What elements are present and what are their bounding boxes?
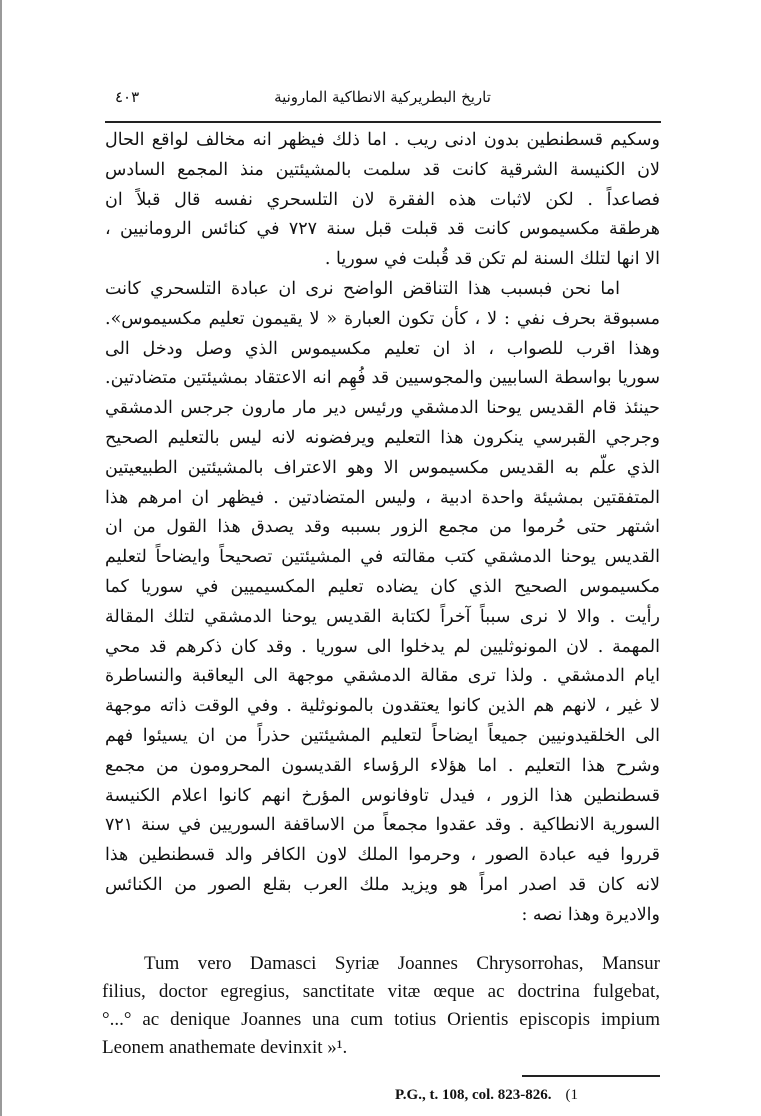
footnote-marker: (1 [565, 1087, 579, 1103]
running-header [105, 84, 660, 112]
text-line: قرروا فيه عبادة الصور ، وحرموا الملك لاون الكافر والد قسطنطين هذا [105, 845, 660, 866]
text-line: القديس يوحنا الدمشقي كتب مقالته في المشيئتين تصحيحاً وايضاحاً لتعليم [105, 547, 660, 568]
quote-line: Tum vero Damasci Syriæ Joannes Chrysorrohas, Mansur [144, 953, 660, 974]
text-line: لانه كان قد اصدر امراً هو ويزيد ملك العرب بقلع الصور من الكنائس [105, 874, 660, 895]
quote-line: °...° ac denique Joannes una cum totius Orientis episcopis impium [102, 1009, 660, 1030]
text-line: المتفقتين بمشيئة واحدة ادبية ، وليس المتضادتين . فيظهر ان امرهم هذا [105, 487, 660, 508]
text-line: الا انها لتلك السنة لم تكن قد قُبلت في سوريا . [324, 249, 660, 270]
text-line: السورية الانطاكية . وقد عقدوا مجمعاً من الاساقفة السوريين في سنة ٧٢١ [105, 815, 660, 836]
scan-border [0, 0, 2, 1116]
text-line: رأيت . والا لا نرى سبباً آخراً لكتابة القديس يوحنا الدمشقي لتلك المقالة [105, 606, 660, 627]
book-title: تاريخ البطريركية الانطاكية المارونية [274, 88, 491, 106]
arabic-body [105, 126, 660, 931]
footnote-rule [522, 1075, 660, 1077]
text-line: حينئذ قام القديس يوحنا الدمشقي ورئيس دير مار مارون جرجس الدمشقي [105, 398, 660, 419]
text-line: وجرجي القبرسي ينكرون هذا التعليم ويرفضونه لانه ليس بالتعليم الصحيح [105, 427, 660, 448]
text-line: لان الكنيسة الشرقية كانت قد سلمت بالمشيئتين منذ المجمع السادس [105, 159, 660, 180]
text-line: اشتهر حتى حُرموا من مجمع الزور بسببه وقد يصدق هذا القول من ان [105, 517, 660, 538]
paragraph-1 [105, 126, 660, 275]
text-line: مكسيموس الصحيح الذي كان يضاده تعليم المكسيميين في سوريا كما [105, 576, 660, 597]
text-line: سوريا بواسطة السابيين والمجوسيين قد فُهِم انه الاعتقاد بمشيئتين متضادتين. [105, 368, 660, 389]
header-rule [105, 121, 661, 123]
footnote-text: P.G., t. 108, col. 823-826. [395, 1087, 552, 1103]
latin-quotation [102, 950, 660, 1062]
text-line: المهمة . لان المونوثليين لم يدخلوا الى سوريا . وقد كان ذكرهم قد محي [105, 636, 660, 657]
text-line: مسبوقة بحرف نفي : لا ، كأن تكون العبارة « لا يقيمون تعليم مكسيموس». [105, 308, 660, 329]
page-number: ٤٠٣ [115, 88, 140, 106]
text-line: اما نحن فبسبب هذا التناقض الواضح نرى ان عبادة التلسحري كانت [105, 278, 620, 299]
quote-line: filius, doctor egregius, sanctitate vitæ œque ac doctrina fulgebat, [102, 981, 660, 1002]
text-line: ايام الدمشقي . ولذا ترى مقالة الدمشقي موجهة الى اليعاقبة والنساطرة [105, 666, 660, 687]
text-line: الى الخلقيدونيين جميعاً ايضاحاً لتعليم المشيئتين حذراً من ان يسيئوا فهم [105, 725, 660, 746]
text-line: الذي علّم به القديس مكسيموس الا وهو الاعتراف بالمشيئتين الطبيعيتين [105, 457, 660, 478]
text-line: لا غير ، لانهم هم الذين كانوا يعتقدون بالمونوثلية . وفي الوقت ذاته موجهة [105, 696, 660, 717]
text-line: وشرح هذا التعليم . اما هؤلاء الرؤساء القديسون المحرومون من مجمع [105, 755, 660, 776]
text-line: قسطنطين هذا الزور ، فيدل تاوفانوس المؤرخ انهم كانوا اعلام الكنيسة [105, 785, 660, 806]
footnote [395, 1087, 578, 1104]
text-line: والاديرة وهذا نصه : [521, 904, 660, 925]
paragraph-2 [105, 275, 660, 931]
text-line: هرطقة مكسيموس كانت قد قبلت قبل سنة ٧٢٧ في كنائس الرومانيين ، [105, 219, 660, 240]
text-line: فصاعداً . لكن لاثبات هذه الفقرة لان التلسحري نفسه قال قبلاً ان [105, 189, 660, 210]
quote-line: Leonem anathemate devinxit »¹. [102, 1037, 348, 1058]
text-line: وهذا اقرب للصواب ، اذ ان تعليم مكسيموس الذي وصل ودخل الى [105, 338, 660, 359]
text-line: وسكيم قسطنطين بدون ادنى ريب . اما ذلك فيظهر انه مخالف لواقع الحال [105, 130, 660, 150]
